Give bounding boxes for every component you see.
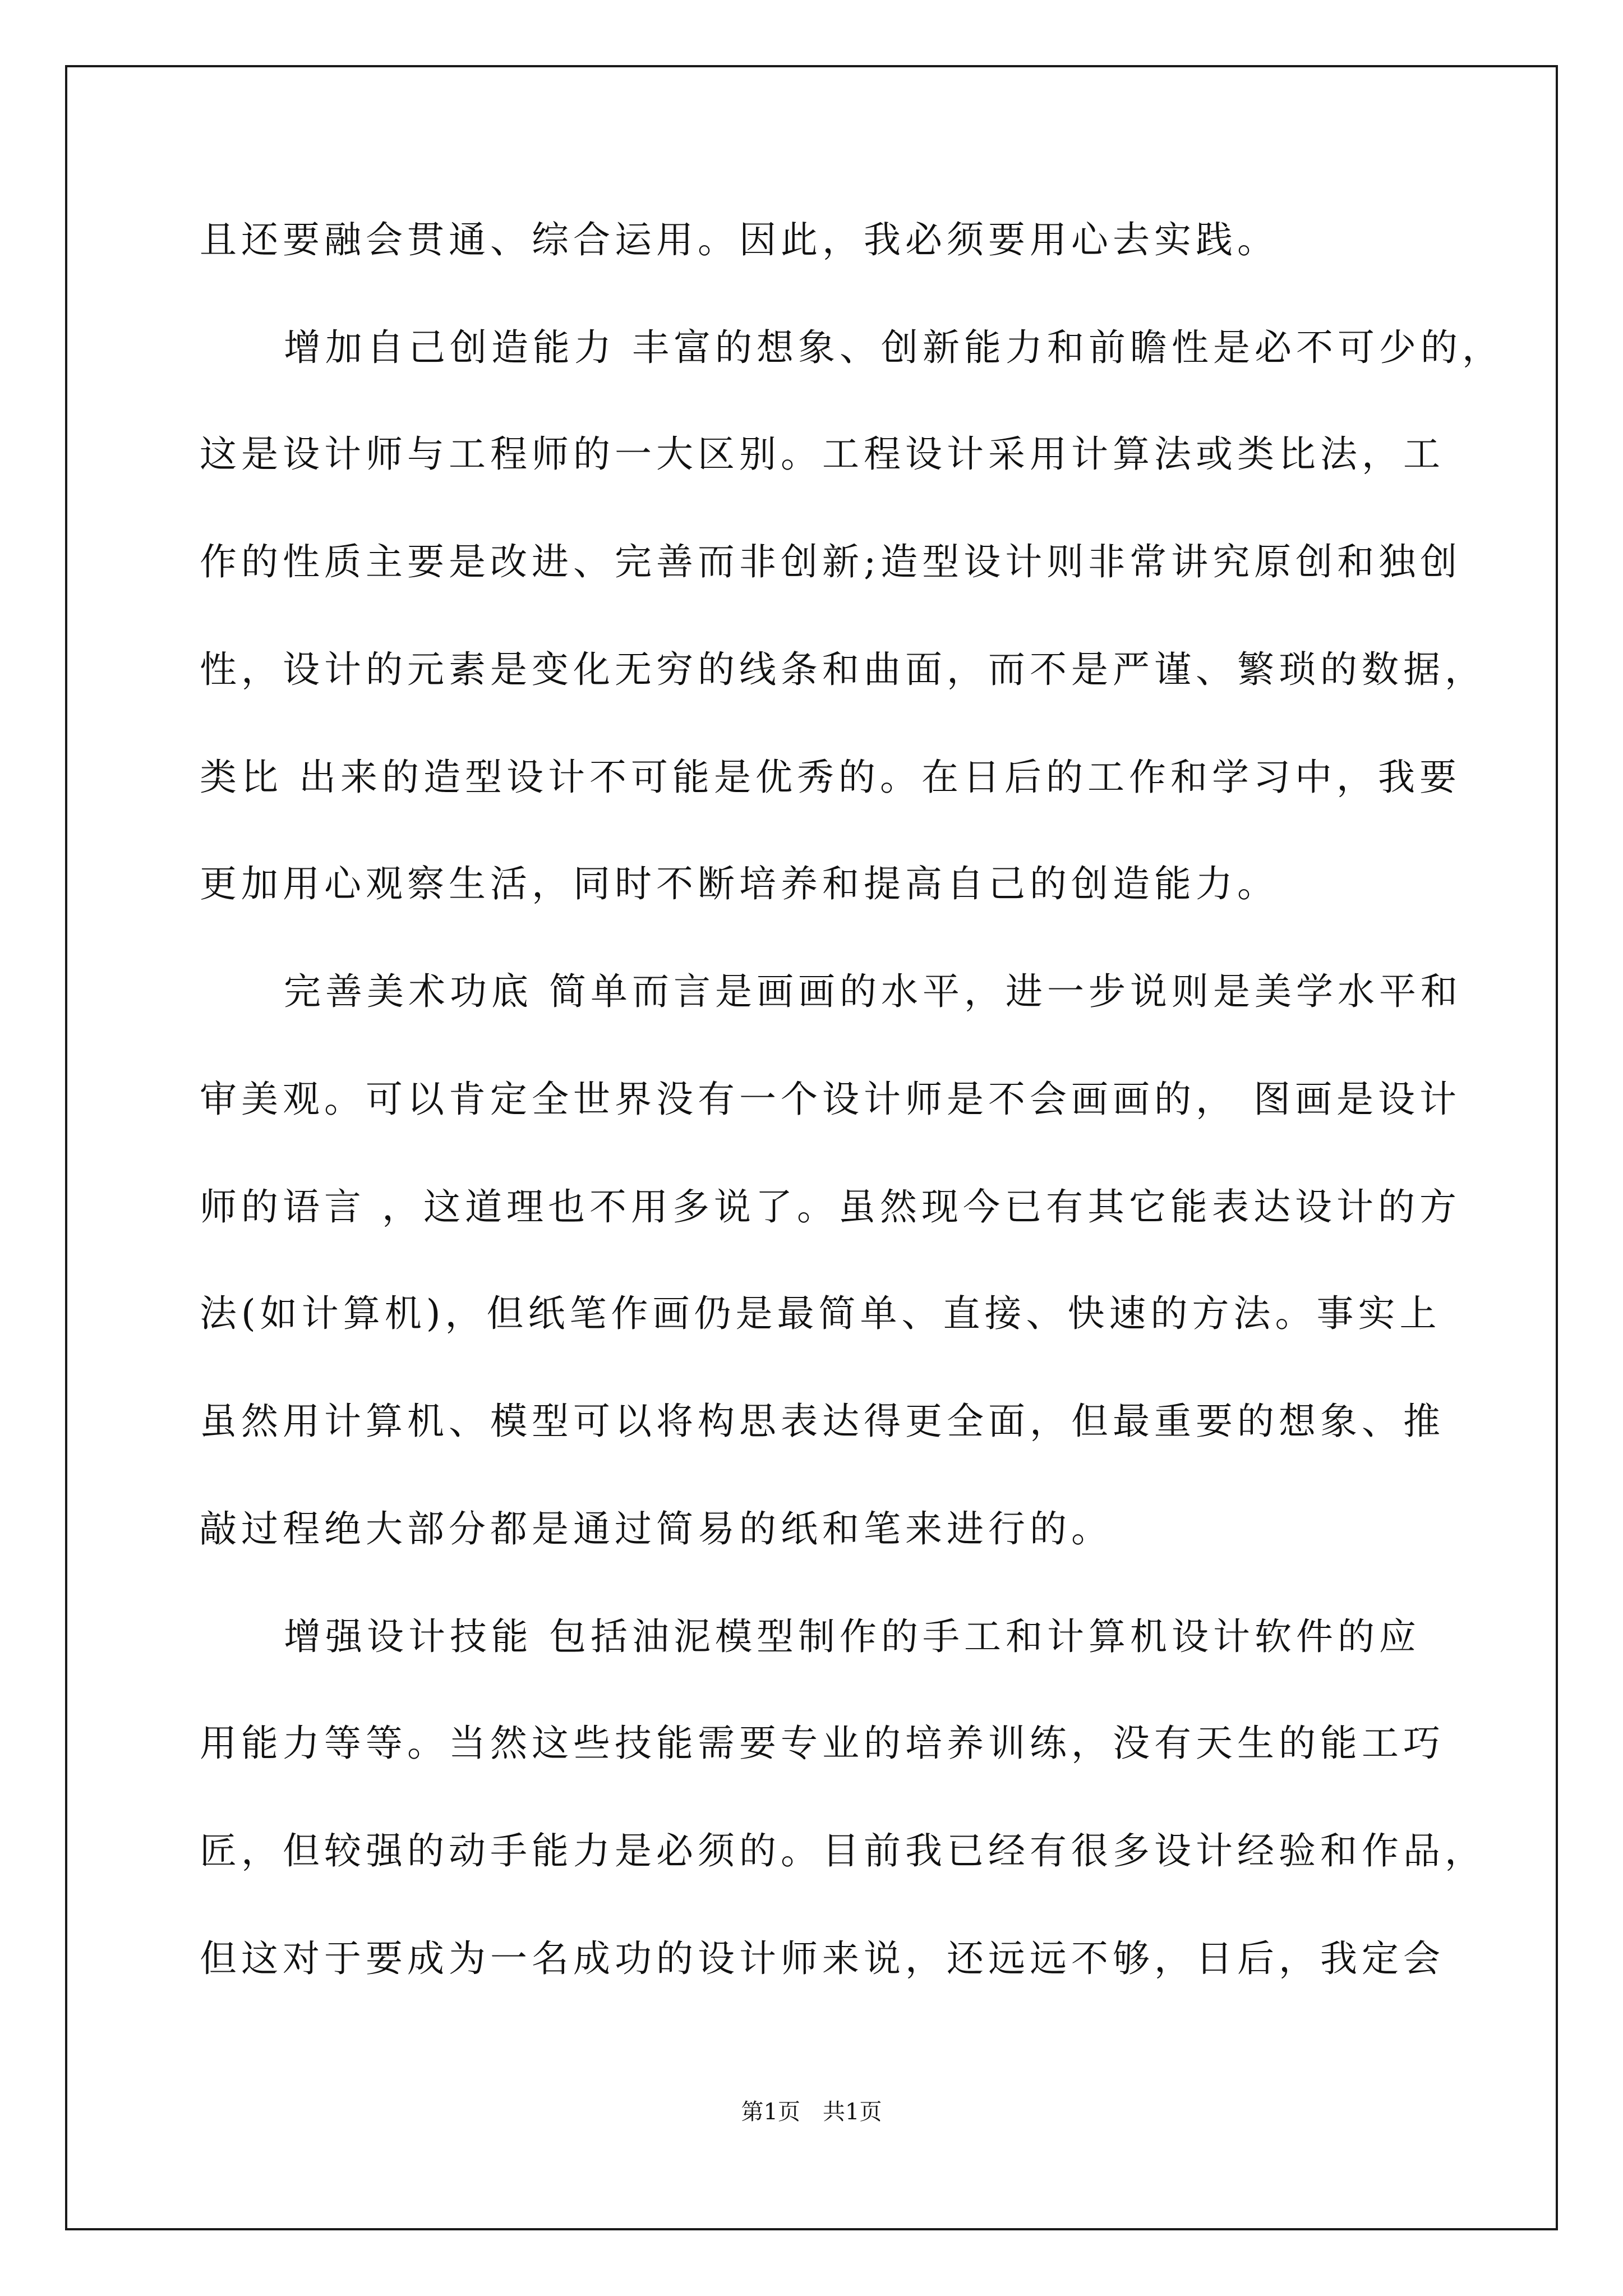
body-line-6: 类比 出来的造型设计不可能是优秀的。在日后的工作和学习中，我要 (200, 756, 1461, 799)
body-line-15: 用能力等等。当然这些技能需要专业的培养训练，没有天生的能工巧 (200, 1722, 1445, 1765)
page-number: 第1页 共1页 (741, 2099, 882, 2125)
body-line-16: 匠，但较强的动手能力是必须的。目前我已经有很多设计经验和作品， (200, 1829, 1486, 1872)
body-line-9: 审美观。可以肯定全世界没有一个设计师是不会画画的， 图画是设计 (200, 1078, 1461, 1121)
body-line-8: 完善美术功底 简单而言是画画的水平，进一步说则是美学水平和 (284, 970, 1462, 1013)
body-line-14: 增强设计技能 包括油泥模型制作的手工和计算机设计软件的应 (284, 1615, 1421, 1658)
body-line-11: 法(如计算机)，但纸笔作画仍是最简单、直接、快速的方法。事实上 (200, 1292, 1441, 1335)
body-line-10: 师的语言 ，这道理也不用多说了。虽然现今已有其它能表达设计的方 (200, 1185, 1461, 1228)
body-line-1: 且还要融会贯通、综合运用。因此，我必须要用心去实践。 (200, 218, 1279, 261)
body-line-12: 虽然用计算机、模型可以将构思表达得更全面，但最重要的想象、推 (200, 1400, 1445, 1443)
body-line-13: 敲过程绝大部分都是通过简易的纸和笔来进行的。 (200, 1507, 1113, 1550)
body-line-5: 性，设计的元素是变化无穷的线条和曲面，而不是严谨、繁琐的数据， (200, 648, 1486, 691)
body-line-17: 但这对于要成为一名成功的设计师来说，还远远不够，日后，我定会 (200, 1937, 1445, 1980)
body-line-7: 更加用心观察生活，同时不断培养和提高自己的创造能力。 (200, 862, 1279, 905)
page-frame (65, 65, 1558, 2230)
body-line-4: 作的性质主要是改进、完善而非创新;造型设计则非常讲究原创和独创 (200, 540, 1462, 583)
body-line-2: 增加自己创造能力 丰富的想象、创新能力和前瞻性是必不可少的， (284, 326, 1504, 369)
body-line-3: 这是设计师与工程师的一大区别。工程设计采用计算法或类比法，工 (200, 432, 1445, 476)
